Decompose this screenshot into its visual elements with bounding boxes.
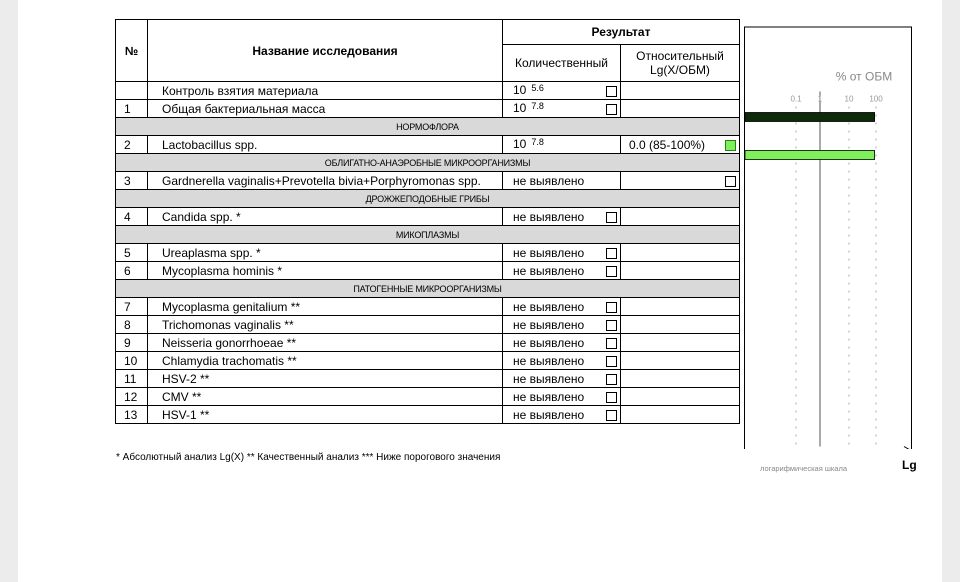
- row-number: [116, 82, 148, 100]
- relative-cell: [621, 316, 740, 334]
- qty-text: не выявлено: [513, 371, 585, 386]
- top-tick-label: 0.1: [790, 94, 802, 104]
- quantitative-cell: [503, 100, 621, 118]
- table-row: [116, 208, 740, 226]
- quantitative-cell: [503, 298, 621, 316]
- qty-text: не выявлено: [513, 407, 585, 422]
- study-name: Mycoplasma genitalium **: [148, 298, 503, 316]
- table-row: [116, 334, 740, 352]
- row-number: 2: [116, 136, 148, 154]
- row-number: 10: [116, 352, 148, 370]
- chart-frame: [745, 27, 912, 449]
- col-header-result: Результат: [503, 20, 740, 45]
- qty-checkbox[interactable]: [606, 338, 617, 349]
- quantitative-cell: [503, 334, 621, 352]
- study-name: Gardnerella vaginalis+Prevotella bivia+Porphyromonas spp.: [148, 172, 503, 190]
- section-row: [116, 226, 740, 244]
- quantitative-cell: [503, 352, 621, 370]
- chart-bar: [745, 113, 875, 122]
- qty-base: 10: [513, 101, 527, 115]
- section-row: [116, 190, 740, 208]
- qty-checkbox[interactable]: [606, 266, 617, 277]
- relative-cell: [621, 82, 740, 100]
- footnote: * Абсолютный анализ Lg(X) ** Качественный анализ *** Ниже порогового значения: [116, 452, 501, 463]
- row-number: 5: [116, 244, 148, 262]
- quantitative-cell: [503, 406, 621, 424]
- section-label: МИКОПЛАЗМЫ: [116, 226, 740, 244]
- relative-checkbox[interactable]: [725, 176, 736, 187]
- qty-checkbox[interactable]: [606, 410, 617, 421]
- row-number: 7: [116, 298, 148, 316]
- relative-cell: [621, 352, 740, 370]
- relative-cell: [621, 172, 740, 190]
- col-header-relative: [621, 45, 740, 82]
- relative-cell: [621, 244, 740, 262]
- x-axis-unit: Lg: [902, 458, 917, 472]
- qty-exponent: 7.8: [531, 101, 544, 111]
- row-number: 4: [116, 208, 148, 226]
- study-name: Candida spp. *: [148, 208, 503, 226]
- qty-base: 10: [513, 83, 527, 97]
- relative-cell: [621, 406, 740, 424]
- table-row: [116, 244, 740, 262]
- table-row: [116, 100, 740, 118]
- relative-cell: [621, 388, 740, 406]
- row-number: 1: [116, 100, 148, 118]
- relative-cell: [621, 370, 740, 388]
- study-name: Lactobacillus spp.: [148, 136, 503, 154]
- quantitative-cell: [503, 262, 621, 280]
- quantitative-cell: [503, 172, 621, 190]
- study-name: Mycoplasma hominis *: [148, 262, 503, 280]
- relative-cell: [621, 298, 740, 316]
- qty-checkbox[interactable]: [606, 374, 617, 385]
- qty-text: не выявлено: [513, 173, 585, 188]
- quantitative-cell: [503, 82, 621, 100]
- quantitative-cell: [503, 388, 621, 406]
- study-name: Trichomonas vaginalis **: [148, 316, 503, 334]
- row-number: 12: [116, 388, 148, 406]
- row-number: 6: [116, 262, 148, 280]
- table-row: [116, 136, 740, 154]
- qty-text: не выявлено: [513, 209, 585, 224]
- top-tick-label: 1: [817, 94, 823, 104]
- percent-chart: [744, 19, 912, 449]
- study-name: Ureaplasma spp. *: [148, 244, 503, 262]
- row-number: 13: [116, 406, 148, 424]
- section-row: [116, 154, 740, 172]
- section-row: [116, 280, 740, 298]
- section-label: ОБЛИГАТНО-АНАЭРОБНЫЕ МИКРООРГАНИЗМЫ: [116, 154, 740, 172]
- table-row: [116, 388, 740, 406]
- quantitative-cell: [503, 316, 621, 334]
- relative-checkbox[interactable]: [725, 140, 736, 151]
- col-header-name: Название исследования: [148, 20, 503, 82]
- qty-text: не выявлено: [513, 299, 585, 314]
- qty-checkbox[interactable]: [606, 86, 617, 97]
- col-header-num: №: [116, 20, 148, 82]
- qty-checkbox[interactable]: [606, 104, 617, 115]
- qty-text: не выявлено: [513, 353, 585, 368]
- quantitative-cell: [503, 244, 621, 262]
- table-row: [116, 370, 740, 388]
- qty-checkbox[interactable]: [606, 248, 617, 259]
- col-header-relative-line2: Lg(X/ОБМ): [650, 63, 710, 77]
- qty-checkbox[interactable]: [606, 356, 617, 367]
- chart-title: % от ОБМ: [835, 69, 893, 84]
- section-label: НОРМОФЛОРА: [116, 118, 740, 136]
- table-row: [116, 82, 740, 100]
- study-name: Neisseria gonorrhoeae **: [148, 334, 503, 352]
- qty-text: не выявлено: [513, 245, 585, 260]
- top-tick-label: 100: [869, 94, 883, 104]
- col-header-quantitative: Количественный: [503, 45, 621, 82]
- qty-checkbox[interactable]: [606, 302, 617, 313]
- section-label: ДРОЖЖЕПОДОБНЫЕ ГРИБЫ: [116, 190, 740, 208]
- qty-text: не выявлено: [513, 317, 585, 332]
- row-number: 9: [116, 334, 148, 352]
- qty-text: не выявлено: [513, 389, 585, 404]
- row-number: 8: [116, 316, 148, 334]
- relative-cell: [621, 262, 740, 280]
- study-name: Контроль взятия материала: [148, 82, 503, 100]
- qty-checkbox[interactable]: [606, 212, 617, 223]
- relative-cell: [621, 334, 740, 352]
- x-axis-label: логарифмическая шкала: [760, 464, 848, 473]
- qty-text: не выявлено: [513, 263, 585, 278]
- quantitative-cell: [503, 136, 621, 154]
- table-row: [116, 172, 740, 190]
- table-row: [116, 262, 740, 280]
- section-label: ПАТОГЕННЫЕ МИКРООРГАНИЗМЫ: [116, 280, 740, 298]
- table-row: [116, 352, 740, 370]
- relative-cell: [621, 100, 740, 118]
- table-row: [116, 316, 740, 334]
- study-name: Общая бактериальная масса: [148, 100, 503, 118]
- top-tick-label: 10: [844, 94, 854, 104]
- row-number: 11: [116, 370, 148, 388]
- study-name: HSV-2 **: [148, 370, 503, 388]
- qty-exponent: 7.8: [531, 137, 544, 147]
- qty-base: 10: [513, 137, 527, 151]
- relative-value: 0.0 (85-100%): [629, 137, 706, 152]
- relative-cell: [621, 208, 740, 226]
- relative-cell: [621, 136, 740, 154]
- study-name: HSV-1 **: [148, 406, 503, 424]
- section-row: [116, 118, 740, 136]
- quantitative-cell: [503, 370, 621, 388]
- table-row: [116, 406, 740, 424]
- row-number: 3: [116, 172, 148, 190]
- qty-text: не выявлено: [513, 335, 585, 350]
- chart-bar: [745, 151, 875, 160]
- results-table: [115, 19, 740, 424]
- qty-exponent: 5.6: [531, 83, 544, 93]
- quantitative-cell: [503, 208, 621, 226]
- study-name: Chlamydia trachomatis **: [148, 352, 503, 370]
- study-name: CMV **: [148, 388, 503, 406]
- qty-checkbox[interactable]: [606, 320, 617, 331]
- qty-checkbox[interactable]: [606, 392, 617, 403]
- table-row: [116, 298, 740, 316]
- col-header-relative-line1: Относительный: [636, 49, 724, 63]
